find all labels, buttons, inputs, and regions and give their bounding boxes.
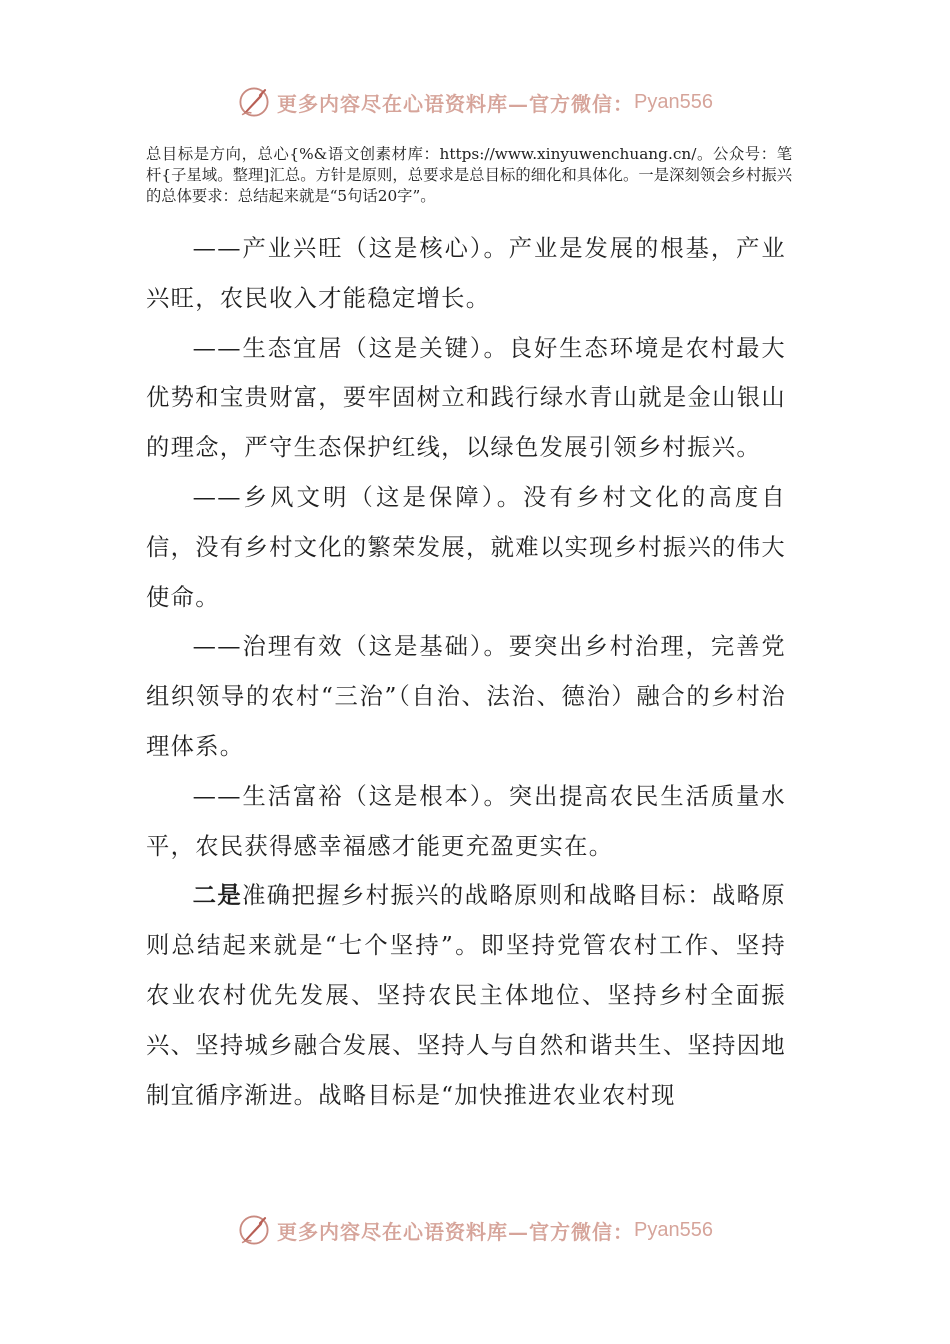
paragraph-text: ——产业兴旺（这是核心）。产业是发展的根基，产业兴旺，农民收入才能稳定增长。 (146, 235, 786, 312)
paragraph (146, 772, 786, 872)
watermark-text: 更多内容尽在心语资料库—官方微信： (277, 1219, 635, 1244)
pen-nib-logo-icon (237, 85, 271, 119)
document-body (146, 224, 786, 1120)
pen-nib-logo-icon (237, 1213, 271, 1247)
watermark-id: Pyan556 (634, 90, 713, 113)
paragraph (146, 871, 786, 1120)
paragraph (146, 473, 786, 622)
footer-watermark (0, 1210, 950, 1250)
header-watermark (0, 82, 950, 122)
paragraph (146, 622, 786, 771)
paragraph-lead: 二是 (192, 882, 243, 910)
intro-paragraph: 总目标是方向，总心{%&语文创素材库：https://www.xinyuwenchuang.cn/。公众号：笔杆{子星域。整理]汇总。方针是原则，总要求是总目标的细化和具体化。一是深刻领会乡村振兴的总体要求：总结起来就是“5句话20字”。 (146, 145, 792, 205)
paragraph (146, 224, 786, 324)
paragraph-text: ——乡风文明（这是保障）。没有乡村文化的高度自信，没有乡村文化的繁荣发展，就难以实现乡村振兴的伟大使命。 (146, 483, 786, 611)
watermark-id: Pyan556 (634, 1218, 713, 1241)
paragraph-text: ——生态宜居（这是关键）。良好生态环境是农村最大优势和宝贵财富，要牢固树立和践行绿水青山就是金山银山的理念，严守生态保护红线，以绿色发展引领乡村振兴。 (146, 334, 786, 462)
watermark-text: 更多内容尽在心语资料库—官方微信： (277, 91, 635, 116)
paragraph-text: ——治理有效（这是基础）。要突出乡村治理，完善党组织领导的农村“三治”（自治、法治、德治）融合的乡村治理体系。 (146, 633, 786, 760)
paragraph-text: 准确把握乡村振兴的战略原则和战略目标：战略原则总结起来就是“七个坚持”。即坚持党管农村工作、坚持农业农村优先发展、坚持农民主体地位、坚持乡村全面振兴、坚持城乡融合发展、坚持人与自然和谐共生、坚持因地制宜循序渐进。战略目标是“加快推进农业农村现 (146, 882, 786, 1109)
paragraph-text: ——生活富裕（这是根本）。突出提高农民生活质量水平，农民获得感幸福感才能更充盈更实在。 (146, 782, 786, 860)
paragraph (146, 324, 786, 473)
